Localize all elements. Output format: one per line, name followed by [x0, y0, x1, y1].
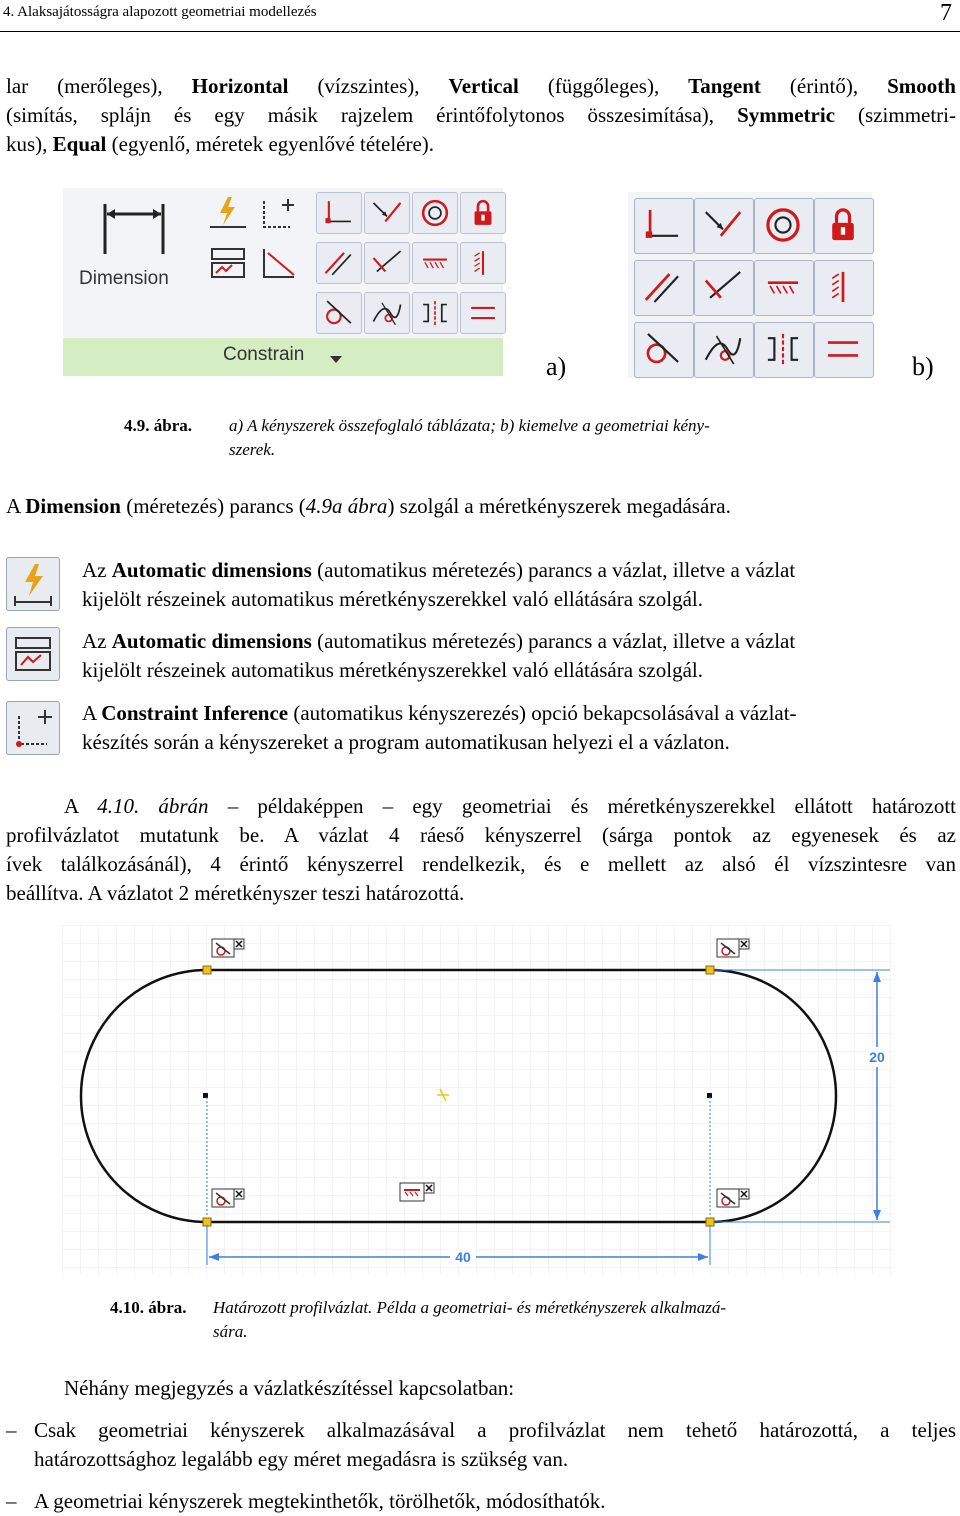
text-run: (érintő), — [760, 74, 888, 98]
angle-small-button[interactable] — [253, 242, 307, 285]
text-run: Dimension — [25, 494, 121, 518]
horizontal-constraint-button[interactable] — [754, 260, 814, 316]
dimension-button[interactable] — [69, 192, 189, 296]
constrain-bar — [63, 338, 503, 376]
tangent-constraint-button[interactable] — [316, 292, 362, 334]
height-dimension-value[interactable]: 20 — [869, 1049, 885, 1065]
concentric-constraint-button[interactable] — [412, 192, 458, 234]
running-header: 4. Alaksajátosságra alapozott geometriai modellezés — [3, 4, 317, 20]
chevron-down-icon[interactable] — [330, 356, 342, 363]
command-1 — [82, 556, 952, 614]
text-run: Smooth — [887, 74, 956, 98]
text-run: Equal — [52, 132, 107, 156]
text-run: Vertical — [448, 74, 519, 98]
collinear-constraint-icon — [695, 199, 751, 251]
text-run: Automatic dimensions — [111, 629, 312, 653]
vertical-constraint-icon — [815, 261, 871, 313]
fix-constraint-button[interactable] — [814, 198, 874, 254]
example-line-4: beállítva. A vázlatot 2 méretkényszer teszi határozottá. — [6, 881, 465, 905]
text-run: kus), — [6, 132, 53, 156]
symmetric-constraint-icon — [413, 293, 457, 333]
figure-4-10-caption — [213, 1296, 853, 1344]
perpendicular-constraint-button[interactable] — [316, 192, 362, 234]
tangent-constraint-button[interactable] — [634, 322, 694, 378]
note-1 — [34, 1416, 956, 1474]
example-line-1 — [6, 792, 956, 821]
text-run: (automatikus méretezés) parancs a vázlat, illetve a vázlat — [311, 558, 796, 582]
notes-heading: Néhány megjegyzés a vázlatkészítéssel kapcsolatban: — [64, 1376, 515, 1400]
figure-4-9-caption-line1: a) A kényszerek összefoglaló táblázata; b) kiemelve a geometriai kény- — [229, 416, 710, 435]
perpendicular-constraint-icon — [635, 199, 691, 251]
constrain-label[interactable]: Constrain — [223, 344, 305, 365]
tangent-constraint-icon — [635, 323, 691, 375]
text-run: Automatic dimensions — [111, 558, 312, 582]
vertical-constraint-icon — [461, 243, 505, 283]
command-3-line-2: készítés során a kényszereket a program automatikusan helyezi el a vázlaton. — [82, 730, 730, 754]
perpendicular-constraint-icon — [317, 193, 361, 233]
equal-constraint-icon — [815, 323, 871, 375]
figure-4-10-caption-line1: Határozott profilvázlat. Példa a geometriai- és méretkényszerek alkalmazá- — [213, 1298, 727, 1317]
figure-4-9b-constraints — [628, 192, 872, 378]
dimension-label: Dimension — [79, 268, 169, 289]
figure-4-9-caption-line2: szerek. — [229, 440, 276, 459]
figure-4-10-number: 4.10. ábra. — [110, 1298, 187, 1317]
automatic-dimensions-alt-icon-box[interactable] — [6, 627, 60, 681]
coincident-point[interactable] — [706, 966, 714, 974]
text-run: (függőleges), — [518, 74, 689, 98]
example-line-2: profilvázlatot mutatunk be. A vázlat 4 ráeső kényszerrel (sárga pontok az egyenesek és az — [6, 823, 956, 847]
command-3 — [82, 699, 952, 757]
fix-constraint-icon — [815, 199, 871, 251]
concentric-constraint-icon — [755, 199, 811, 251]
perpendicular-constraint-button[interactable] — [694, 260, 754, 316]
perpendicular-constraint-button[interactable] — [634, 198, 694, 254]
figure-4-9-caption — [229, 414, 849, 462]
text-run: 4.9a ábra — [305, 494, 388, 518]
concentric-constraint-icon — [413, 193, 457, 233]
auto-dim-alt-small-button[interactable] — [201, 242, 255, 285]
smooth-constraint-button[interactable] — [694, 322, 754, 378]
text-run: (szimmetri- — [835, 103, 956, 127]
dimension-icon — [69, 192, 189, 264]
width-dimension-value[interactable]: 40 — [455, 1249, 471, 1265]
text-run: Symmetric — [737, 103, 836, 127]
intro-paragraph — [6, 72, 956, 159]
command-2 — [82, 627, 952, 685]
collinear-constraint-button[interactable] — [364, 192, 410, 234]
example-line-3: ívek találkozásánál), 4 érintő kényszerrel rendelkezik, és e mellett az alsó él vízszintesre van — [6, 852, 956, 876]
equal-constraint-icon — [461, 293, 505, 333]
intro-line-1 — [6, 72, 956, 101]
automatic-dimensions-alt-icon — [7, 628, 59, 680]
command-3-line-1 — [82, 699, 952, 728]
command-2-line-1 — [82, 627, 952, 656]
symmetric-constraint-button[interactable] — [412, 292, 458, 334]
smooth-constraint-icon — [365, 293, 409, 333]
inference-icon — [254, 193, 306, 234]
panel-b-label — [912, 352, 934, 382]
automatic-dimensions-icon — [7, 558, 59, 610]
text-run: Az — [82, 629, 112, 653]
vertical-constraint-button[interactable] — [460, 242, 506, 284]
smooth-constraint-button[interactable] — [364, 292, 410, 334]
dimension-paragraph — [6, 492, 731, 521]
symmetric-constraint-button[interactable] — [754, 322, 814, 378]
coincident-point[interactable] — [203, 1218, 211, 1226]
note-2-dash: – — [6, 1489, 17, 1513]
constraint-inference-icon — [7, 702, 59, 754]
profile-sketch — [62, 925, 892, 1275]
constraint-inference-icon-box[interactable] — [6, 701, 60, 755]
note-1-line-2: határozottsághoz legalább egy méret megadásra is szükség van. — [34, 1447, 569, 1471]
collinear-constraint-icon — [365, 193, 409, 233]
parallel-constraint-icon — [635, 261, 691, 313]
text-run: (vízszintes), — [288, 74, 449, 98]
figure-4-10-sketch — [62, 925, 892, 1275]
lightning-dimension-icon — [202, 193, 254, 234]
panel-a-label: a) — [546, 352, 567, 381]
symmetric-constraint-icon — [755, 323, 811, 375]
text-run: Constraint Inference — [101, 701, 289, 725]
text-run: ) szolgál a méretkényszerek megadására. — [387, 494, 731, 518]
parallel-constraint-button[interactable] — [316, 242, 362, 284]
intro-line-3 — [6, 130, 956, 159]
note-1-line-1: Csak geometriai kényszerek alkalmazásával a profilvázlat nem tehető határozottá, a teljes — [34, 1418, 956, 1442]
text-run: A — [64, 794, 98, 818]
smooth-constraint-icon — [695, 323, 751, 375]
fix-constraint-button[interactable] — [460, 192, 506, 234]
parallel-constraint-icon — [317, 243, 361, 283]
text-run: – példaképpen – egy geometriai és méretkényszerekkel ellátott határozott — [208, 794, 956, 818]
text-run: A — [82, 701, 102, 725]
text-run: lar — [6, 74, 29, 98]
text-run: 4.10. ábrán — [97, 794, 209, 818]
perpendicular-constraint-icon — [695, 261, 751, 313]
dimension-panel-icon — [202, 243, 254, 284]
text-run: (automatikus kényszerezés) opció bekapcsolásával a vázlat- — [288, 701, 797, 725]
text-run: Az — [82, 558, 112, 582]
concentric-constraint-button[interactable] — [754, 198, 814, 254]
horizontal-constraint-icon — [413, 243, 457, 283]
command-2-line-2: kijelölt részeinek automatikus méretkényszerekkel való ellátására szolgál. — [82, 658, 703, 682]
note-2-line-1: A geometriai kényszerek megtekinthetők, törölhetők, módosíthatók. — [34, 1489, 606, 1513]
angle-constraint-icon — [254, 243, 306, 284]
example-paragraph — [6, 792, 956, 908]
inference-small-button[interactable] — [253, 192, 307, 235]
text-run: (egyenlő, méretek egyenlővé tételére). — [106, 132, 435, 156]
automatic-dimensions-icon-box[interactable] — [6, 557, 60, 611]
text-run: (merőleges), — [28, 74, 192, 98]
command-1-line-2: kijelölt részeinek automatikus méretkényszerekkel való ellátására szolgál. — [82, 587, 703, 611]
text-run: Tangent — [688, 74, 761, 98]
coincident-point[interactable] — [203, 966, 211, 974]
header-rule — [0, 31, 960, 32]
figure-4-9-number: 4.9. ábra. — [124, 416, 192, 435]
text-run: (méretezés) parancs ( — [120, 494, 306, 518]
note-1-dash: – — [6, 1418, 17, 1442]
text-run: Horizontal — [191, 74, 289, 98]
command-1-line-1 — [82, 556, 952, 585]
vertical-constraint-button[interactable] — [814, 260, 874, 316]
collinear-constraint-button[interactable] — [694, 198, 754, 254]
panel-b-label-text: b) — [912, 352, 934, 381]
horizontal-constraint-button[interactable] — [412, 242, 458, 284]
perpendicular-constraint-icon — [365, 243, 409, 283]
equal-constraint-button[interactable] — [814, 322, 874, 378]
horizontal-constraint-icon — [755, 261, 811, 313]
text-run: (simítás, splájn és egy másik rajzelem érintőfolytonos összesimítása), — [6, 103, 738, 127]
tangent-constraint-icon — [317, 293, 361, 333]
fix-constraint-icon — [461, 193, 505, 233]
perpendicular-constraint-button[interactable] — [364, 242, 410, 284]
figure-4-9a-ribbon — [63, 188, 503, 378]
equal-constraint-button[interactable] — [460, 292, 506, 334]
coincident-point[interactable] — [706, 1218, 714, 1226]
figure-4-10-caption-line2: sára. — [213, 1322, 248, 1341]
text-run: (automatikus méretezés) parancs a vázlat, illetve a vázlat — [311, 629, 796, 653]
page-number: 7 — [940, 0, 952, 26]
parallel-constraint-button[interactable] — [634, 260, 694, 316]
text-run: A — [6, 494, 26, 518]
auto-dim-small-button[interactable] — [201, 192, 255, 235]
intro-line-2 — [6, 101, 956, 130]
